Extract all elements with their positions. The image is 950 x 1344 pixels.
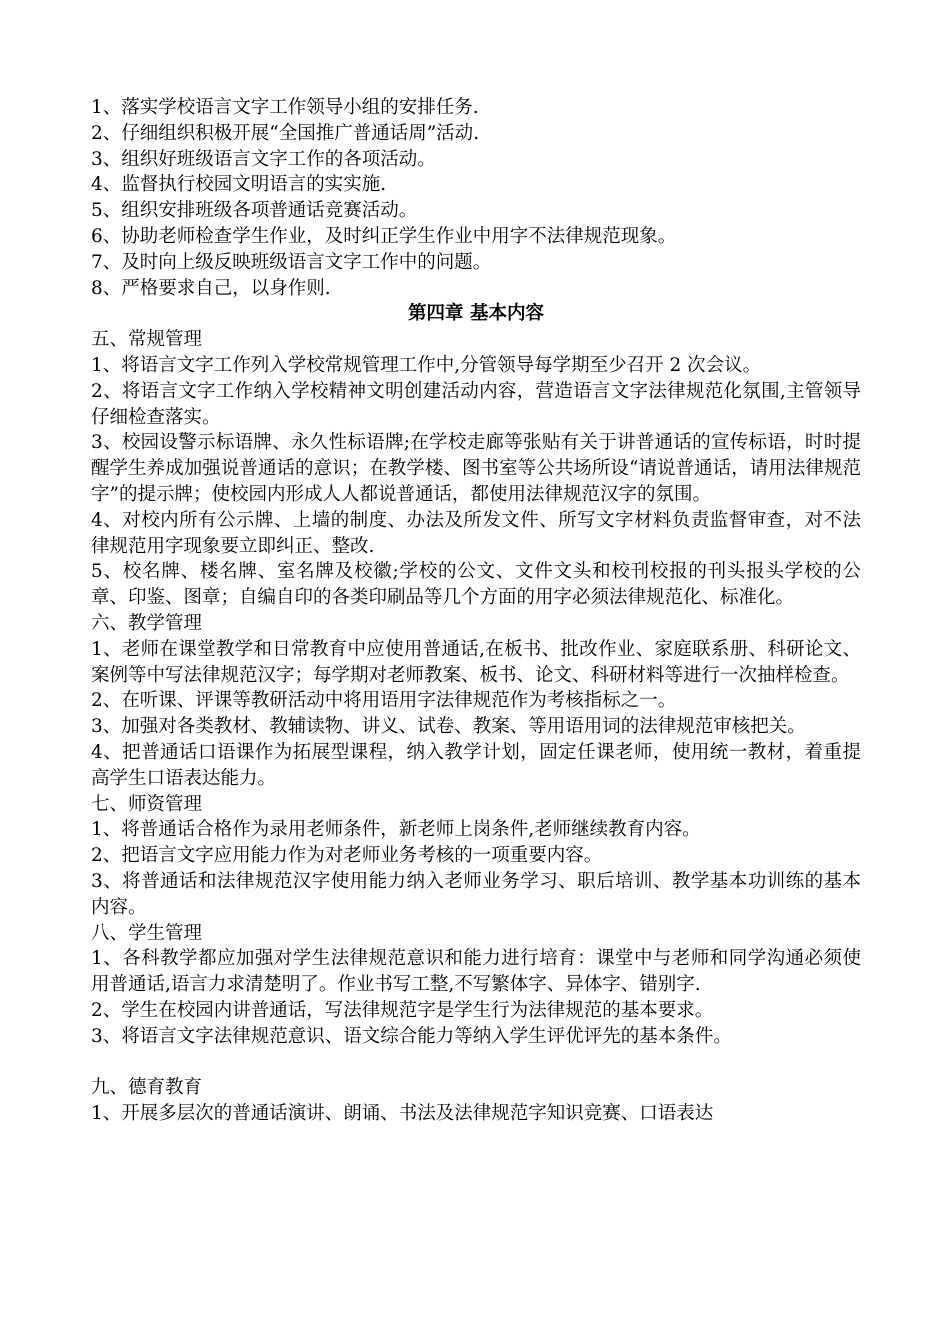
routine-2: 2、将语言文字工作纳入学校精神文明创建活动内容，营造语言文字法律规范化氛围,主管领导仔细检查落实。: [91, 380, 861, 428]
routine-1: 1、将语言文字工作列入学校常规管理工作中,分管领导每学期至少召开 2 次会议。: [91, 354, 762, 376]
duty-1: 1、落实学校语言文字工作领导小组的安排任务.: [91, 97, 479, 118]
moral-1: 1、开展多层次的普通话演讲、朗诵、书法及法律规范字知识竞赛、口语表达: [91, 1103, 714, 1125]
staff-1: 1、将普通话合格作为录用老师条件，新老师上岗条件,老师继续教育内容。: [91, 819, 701, 841]
duty-4: 4、监督执行校园文明语言的实实施.: [91, 174, 387, 196]
teaching-4: 4、把普通话口语课作为拓展型课程，纳入教学计划，固定任课老师，使用统一教材，着重提高学生口语表达能力。: [91, 741, 861, 789]
routine-4: 4、对校内所有公示牌、上墙的制度、办法及所发文件、所写文字材料负责监督审查，对不法律规范用字现象要立即纠正、整改.: [91, 509, 861, 557]
teaching-3: 3、加强对各类教材、教辅读物、讲义、试卷、教案、等用语用词的法律规范审核把关。: [91, 716, 806, 738]
staff-3: 3、将普通话和法律规范汉字使用能力纳入老师业务学习、职后培训、教学基本功训练的基本内容。: [91, 870, 861, 918]
student-1: 1、各科教学都应加强对学生法律规范意识和能力进行培育：课堂中与老师和同学沟通必须使用普通话,语言力求清楚明了。作业书写工整,不写繁体字、异体字、错别字.: [91, 948, 861, 996]
routine-3: 3、校园设警示标语牌、永久性标语牌;在学校走廊等张贴有关于讲普通话的宣传标语，时时提醒学生养成加强说普通话的意识；在教学楼、图书室等公共场所设“请说普通话，请用法律规范字”的提示牌；使校园内形成人人都说普通话，都使用法律规范汉字的氛围。: [91, 432, 861, 505]
staff-2: 2、把语言文字应用能力作为对老师业务考核的一项重要内容。: [91, 845, 603, 867]
chapter-heading: 第四章 基本内容: [408, 303, 544, 325]
routine-5: 5、校名牌、楼名牌、室名牌及校徽;学校的公文、文件文头和校刊校报的刊头报头学校的公章、印鉴、图章；自编自印的各类印刷品等几个方面的用字必须法律规范化、标准化。: [91, 561, 861, 609]
teaching-1: 1、老师在课堂教学和日常教育中应使用普通话,在板书、批改作业、家庭联系册、科研论文、案例等中写法律规范汉字；每学期对老师教案、板书、论文、科研材料等进行一次抽样检查。: [91, 638, 861, 686]
duty-2: 2、仔细组织积极开展“全国推广普通话周”活动.: [91, 122, 480, 144]
section-7-title: 七、师资管理: [91, 793, 203, 815]
duty-5: 5、组织安排班级各项普通话竞赛活动。: [91, 200, 418, 222]
section-8-title: 八、学生管理: [91, 922, 203, 944]
blank-line: [91, 1049, 861, 1075]
duty-8: 8、严格要求自己，以身作则.: [91, 277, 331, 299]
student-3: 3、将语言文字法律规范意识、语文综合能力等纳入学生评优评先的基本条件。: [91, 1025, 732, 1047]
section-6-title: 六、教学管理: [91, 612, 203, 634]
document-page: [91, 95, 861, 1127]
duty-3: 3、组织好班级语言文字工作的各项活动。: [91, 148, 436, 170]
duty-6: 6、协助老师检查学生作业，及时纠正学生作业中用字不法律规范现象。: [91, 225, 677, 247]
teaching-2: 2、在听课、评课等教研活动中将用语用字法律规范作为考核指标之一。: [91, 690, 677, 712]
student-2: 2、学生在校园内讲普通话，写法律规范字是学生行为法律规范的基本要求。: [91, 999, 714, 1021]
section-5-title: 五、常规管理: [91, 329, 203, 351]
section-9-title: 九、德育教育: [91, 1077, 203, 1099]
duty-7: 7、及时向上级反映班级语言文字工作中的问题。: [91, 251, 492, 273]
